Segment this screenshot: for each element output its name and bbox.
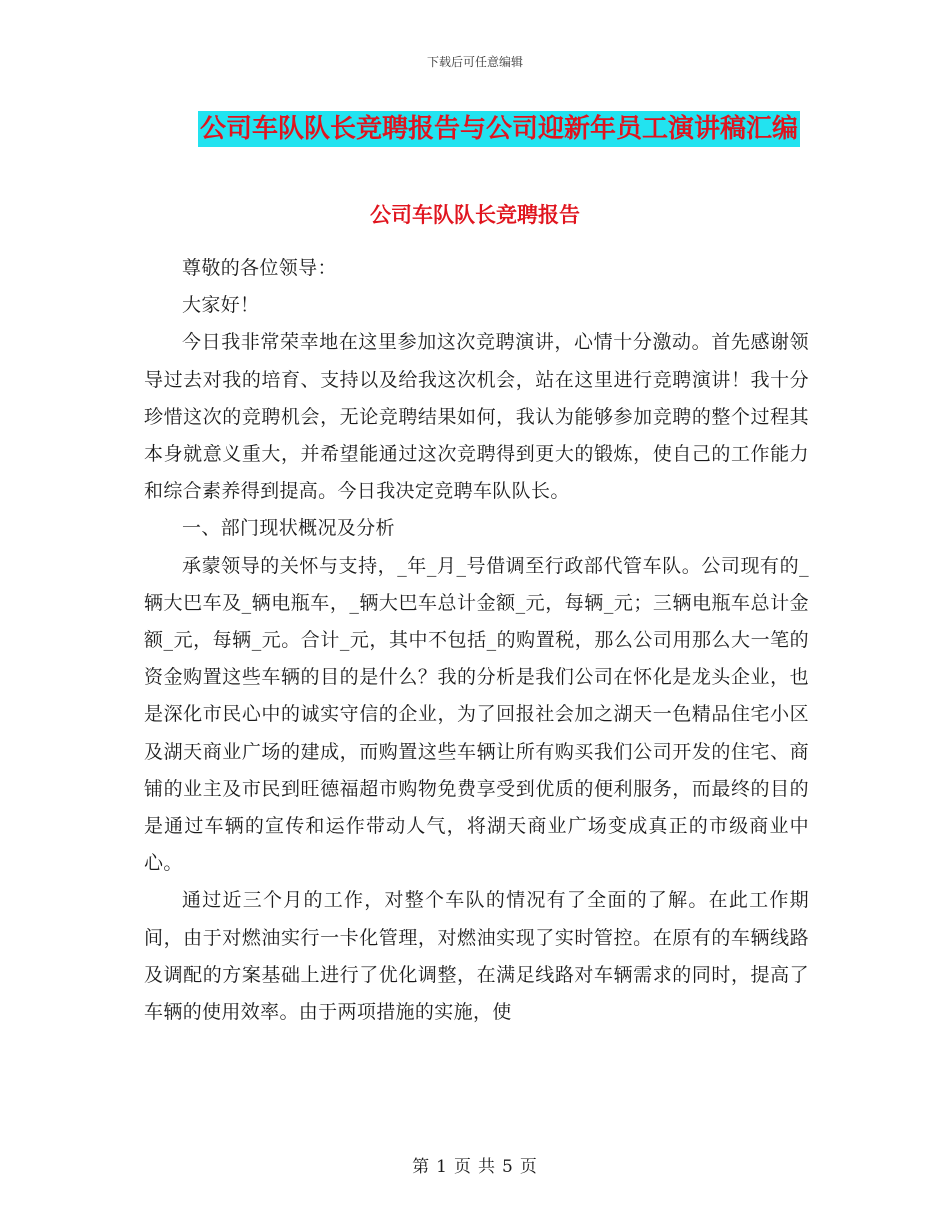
footer-label-total: 共 — [478, 1157, 496, 1177]
footer-label-unit: 页 — [454, 1157, 472, 1177]
salutation: 尊敬的各位领导： — [182, 257, 337, 279]
footer-label-unit-2: 页 — [519, 1157, 538, 1177]
paragraph: 今日我非常荣幸地在这里参加这次竞聘演讲，心情十分激动。首先感谢领导过去对我的培育、支持以及给我这次机会，站在这里进行竞聘演讲！我十分珍惜这次的竞聘机会，无论竞聘结果如何，我认为能够参加竞聘的整个过程其本身就意义重大，并希望能通过这次竞聘得到更大的锻炼，使自己的工作能力和综合素养得到提高。今日我决定竞聘车队队长。 — [144, 331, 809, 503]
footer-label-page: 第 — [412, 1157, 431, 1177]
page-number: 1 — [436, 1157, 448, 1177]
section-title: 公司车队队长竞聘报告 — [370, 203, 580, 227]
main-title-container — [0, 111, 950, 147]
paragraph: 通过近三个月的工作，对整个车队的情况有了全面的了解。在此工作期间，由于对燃油实行一卡化管理，对燃油实现了实时管控。在原有的车辆线路及调配的方案基础上进行了优化调整，在满足线路对车辆需求的同时，提高了车辆的使用效率。由于两项措施的实施，使 — [144, 889, 809, 1024]
total-pages: 5 — [502, 1157, 514, 1177]
greeting: 大家好！ — [182, 294, 260, 317]
subheading: 一、部门现状概况及分析 — [182, 517, 395, 540]
main-title: 公司车队队长竞聘报告与公司迎新年员工演讲稿汇编 — [198, 111, 800, 147]
paragraph: 承蒙领导的关怀与支持，_年_月_号借调至行政部代管车队。公司现有的_辆大巴车及_辆电瓶车，_辆大巴车总计金额_元，每辆_元；三辆电瓶车总计金额_元，每辆_元。合计_元，其中不包括_的购置税，那么公司用那么大一笔的资金购置这些车辆的目的是什么？我的分析是我们公司在怀化是龙头企业，也是深化市民心中的诚实守信的企业，为了回报社会加之湖天一色精品住宅小区及湖天商业广场的建成，而购置这些车辆让所有购买我们公司开发的住宅、商铺的业主及市民到旺德福超市购物免费享受到优质的便利服务，而最终的目的是通过车辆的宣传和运作带动人气，将湖天商业广场变成真正的市级商业中心。 — [144, 554, 809, 875]
header-note: 下载后可任意编辑 — [426, 55, 523, 69]
document-body — [144, 250, 809, 1031]
page-footer — [0, 1152, 950, 1177]
